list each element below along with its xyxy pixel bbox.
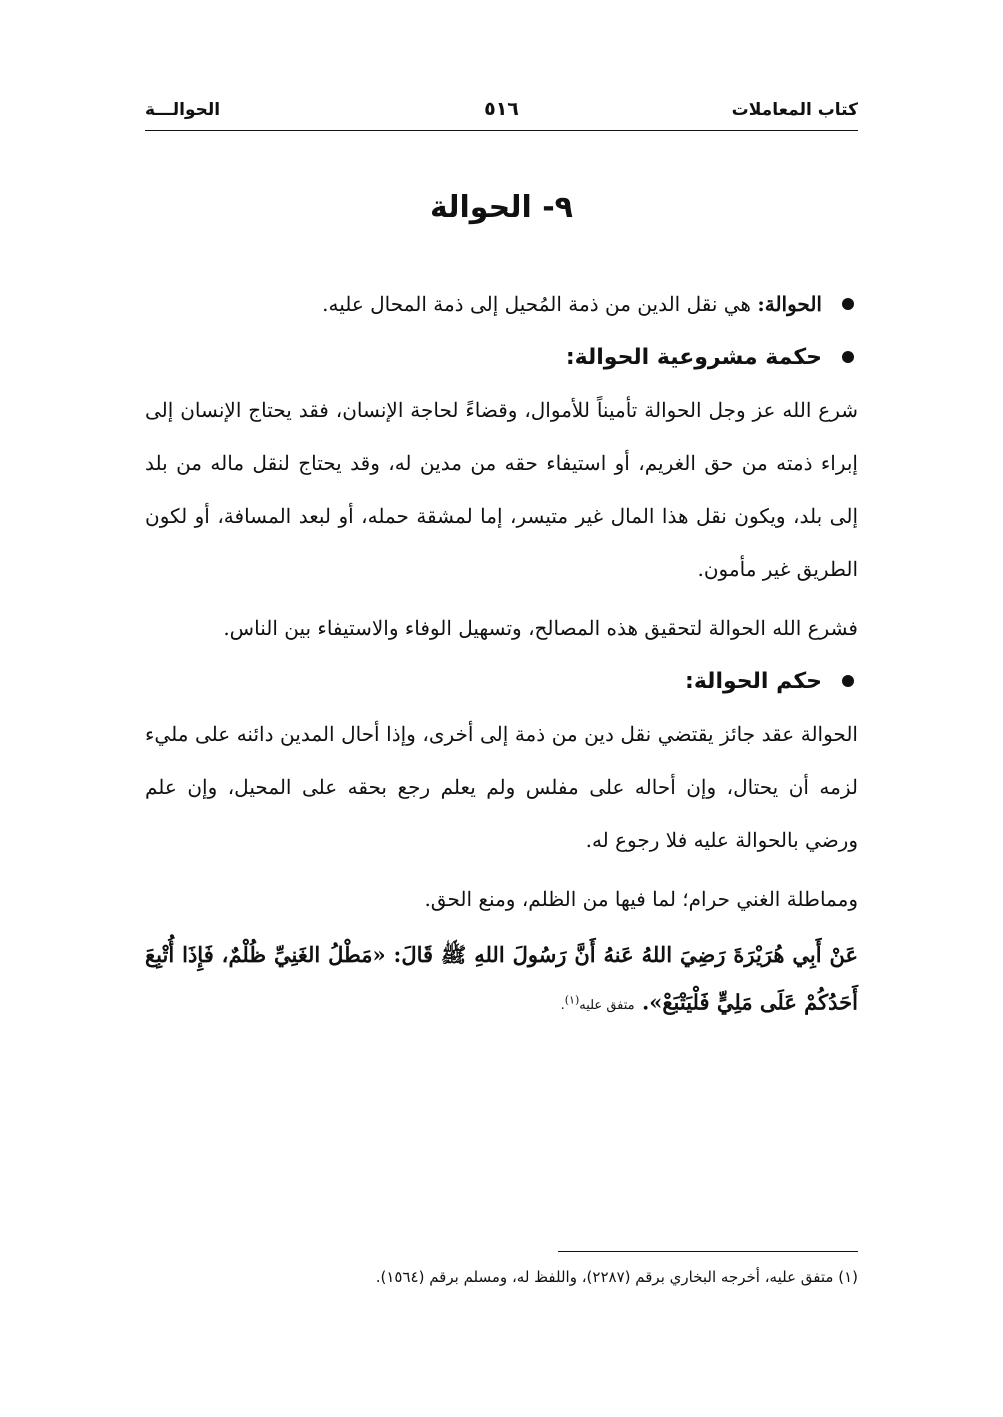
footnote-marker[interactable]: (١) bbox=[564, 994, 580, 1007]
ruling-paragraph: ومماطلة الغني حرام؛ لما فيها من الظلم، ومنع الحق. bbox=[424, 887, 858, 911]
ruling-paragraph: الحوالة عقد جائز يقتضي نقل دين من ذمة إلى أخرى، وإذا أحال المدين دائنه على مليء لزمه أن يحتال، وإن أحاله على مفلس ولم يعلم رجع بحقه على المحيل، وإن علم ورضي بالحوالة عليه فلا رجوع له. bbox=[145, 722, 858, 852]
definition-item bbox=[145, 278, 858, 331]
bullet-icon bbox=[842, 675, 854, 687]
footnote-divider bbox=[558, 1251, 858, 1252]
bullet-icon bbox=[842, 351, 854, 363]
ruling-heading-item bbox=[145, 655, 858, 708]
hadith-source-label: متفق عليه bbox=[579, 998, 635, 1014]
chapter-title: ٩- الحوالة bbox=[430, 190, 573, 225]
page-number: ٥١٦ bbox=[484, 98, 519, 120]
section-title: الحوالـــة bbox=[145, 100, 221, 120]
book-title: كتاب المعاملات bbox=[731, 100, 858, 120]
header-divider bbox=[145, 130, 858, 131]
wisdom-paragraph: شرع الله عز وجل الحوالة تأميناً للأموال، وقضاءً لحاجة الإنسان، فقد يحتاج الإنسان إلى إبراء ذمته من حق الغريم، أو استيفاء حقه من مدين له، وقد يحتاج لنقل ماله من بلد إلى بلد، ويكون نقل هذا المال غير متيسر، إما لمشقة حمله، أو لبعد المسافة، أو لكون الطريق غير مأمون. bbox=[145, 398, 859, 581]
definition-text: هي نقل الدين من ذمة المُحيل إلى ذمة المحال عليه. bbox=[322, 292, 758, 316]
page-body bbox=[145, 278, 858, 1029]
wisdom-heading: حكمة مشروعية الحوالة: bbox=[565, 345, 822, 370]
ruling-heading: حكم الحوالة: bbox=[685, 669, 822, 694]
wisdom-paragraph: فشرع الله الحوالة لتحقيق هذه المصالح، وتسهيل الوفاء والاستيفاء بين الناس. bbox=[223, 616, 858, 640]
bullet-icon bbox=[842, 298, 854, 310]
hadith-source: متفق عليه$^{(١)}$. bbox=[560, 994, 635, 1014]
wisdom-heading-item bbox=[145, 331, 858, 384]
hadith-text bbox=[145, 932, 858, 1029]
definition-term: الحوالة: bbox=[757, 292, 822, 316]
hadith-quote: عَنْ أَبِي هُرَيْرَةَ رَضِيَ اللهُ عَنهُ أَنَّ رَسُولَ اللهِ ﷺ قَالَ: «مَطْلُ الغَنِيِّ ظُلْمٌ، فَإِذَا أُتْبِعَ أَحَدُكُمْ عَلَى مَلِيٍّ فَلْيَتْبَعْ». bbox=[145, 942, 858, 1015]
page-header bbox=[145, 92, 858, 132]
footnote: (١) متفق عليه، أخرجه البخاري برقم (٢٢٨٧)، واللفظ له، ومسلم برقم (١٥٦٤). bbox=[375, 1268, 858, 1286]
